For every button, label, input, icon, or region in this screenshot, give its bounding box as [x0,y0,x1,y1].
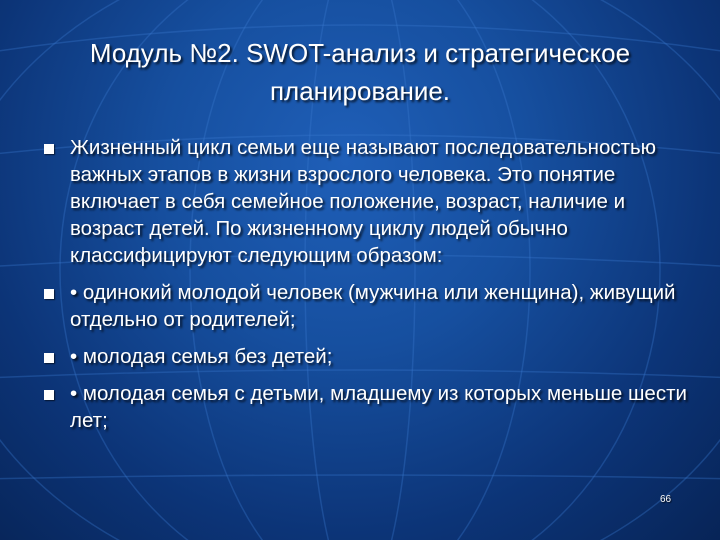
square-bullet-icon [44,289,54,299]
list-item-text: • молодая семья с детьми, младшему из которых меньше шести лет; [70,382,687,432]
slide-title: Модуль №2. SWOT-анализ и стратегическое планирование. [89,38,631,106]
list-item [40,380,690,434]
list-item [40,134,690,269]
list-item-text: • молодая семья без детей; [70,345,333,368]
list-item-text: Жизненный цикл семьи еще называют последовательностью важных этапов в жизни взрослого человека. Это понятие включает в себя семейное положение, возраст, наличие и возраст детей. По жизненному циклу людей обычно классифицируют следующим образом: [70,136,657,267]
page-number: 66 [660,494,672,505]
list-item-text: • одинокий молодой человек (мужчина или женщина), живущий отдельно от родителей; [70,281,676,331]
square-bullet-icon [44,390,54,400]
list-item [40,279,690,333]
square-bullet-icon [44,144,54,154]
square-bullet-icon [44,353,54,363]
bullet-list [40,134,690,444]
list-item [40,343,690,370]
